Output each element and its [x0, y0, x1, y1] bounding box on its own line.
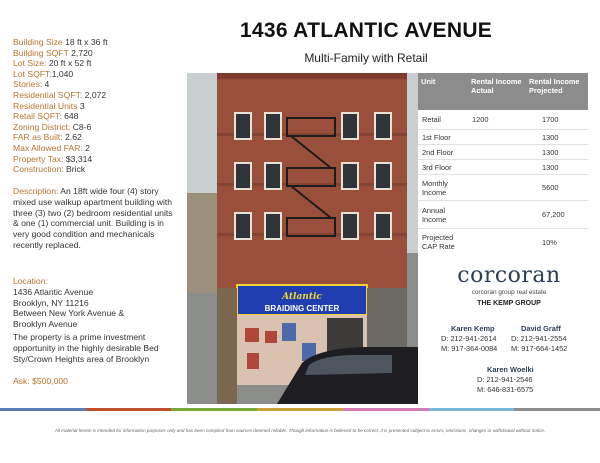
cell-actual: [468, 240, 526, 244]
location-line: Between New York Avenue &: [13, 308, 125, 319]
agent-card: [441, 324, 497, 355]
corcoran-logo: corcoran: [457, 263, 561, 288]
cell-projected: 1300: [542, 132, 559, 142]
agent-direct-phone: D: 212-941-2554: [511, 334, 567, 344]
agent-card: [511, 324, 567, 355]
fact-label: Lot SQFT:: [13, 68, 52, 79]
fact-row: [13, 101, 163, 112]
description-paragraph: [13, 186, 173, 251]
cell-actual: [468, 165, 526, 169]
fact-row: [13, 48, 163, 59]
fact-row: [13, 90, 163, 101]
fact-label: Building SQFT: [13, 47, 69, 58]
cell-projected: 1300: [542, 147, 559, 157]
fact-value: 18 ft x 36 ft: [62, 37, 108, 47]
fact-label: Retail SQFT:: [13, 111, 62, 122]
asking-price: Ask: $500,000: [13, 376, 68, 386]
fact-value: 2,072: [82, 89, 107, 100]
fact-row: [13, 154, 163, 165]
table-row: [418, 110, 588, 130]
table-row: [418, 201, 588, 229]
legal-disclaimer: All material herein is intended for information purposes only and has been compiled from sources deemed reliable. Though information is believed to be correct, it is presented subject to errors, omissions, changes or withdrawal without notice.: [54, 428, 546, 433]
agent-direct-phone: D: 212-941-2614: [441, 334, 497, 344]
table-row: [418, 229, 588, 255]
location-line: 1436 Atlantic Avenue: [13, 286, 94, 297]
building-illustration: [187, 73, 418, 404]
cell-actual: [468, 213, 526, 217]
cell-projected: 10%: [542, 237, 557, 247]
sign-text-bottom: BRAIDING CENTER: [264, 304, 340, 313]
fact-row: [13, 164, 163, 175]
cell-projected: 1700: [542, 115, 559, 124]
table-row: [418, 130, 588, 145]
fact-label: Zoning District:: [13, 121, 71, 132]
fact-value: $3,314: [63, 153, 93, 164]
fact-row: [13, 122, 163, 133]
sign-text-top: Atlantic: [282, 292, 322, 302]
stripe-segment: [257, 408, 343, 411]
fact-row: [13, 143, 163, 154]
agent-name: Karen Kemp: [451, 324, 495, 333]
fact-label: Construction:: [13, 164, 64, 175]
fact-label: Max Allowed FAR:: [13, 142, 83, 153]
stripe-segment: [171, 408, 257, 411]
investment-paragraph: The property is a prime investment opportunity in the highly desirable Bed Sty/Crown Heights area of Brooklyn: [13, 332, 159, 364]
agent-mobile-phone: M: 646-831-6575: [477, 385, 534, 395]
fact-value: 4: [42, 79, 50, 90]
brand-subtitle: corcoran group real estate: [471, 289, 547, 296]
agent-mobile-phone: M: 917-364-0084: [441, 344, 498, 354]
agent-name: Karen Woelki: [487, 365, 534, 374]
fact-value: 2: [82, 142, 90, 153]
fact-value: 2.62: [62, 132, 82, 143]
fact-value: 1,040: [51, 68, 74, 79]
fact-label: Residential Units: [13, 100, 78, 111]
table-row: [418, 175, 588, 201]
property-facts: [13, 37, 163, 175]
fact-label: Stories:: [13, 79, 43, 90]
cell-unit: Projected CAP Rate: [422, 233, 455, 251]
location-line: Brooklyn Avenue: [13, 319, 78, 330]
fact-value: C8-6: [70, 121, 92, 132]
page-title: 1436 ATLANTIC AVENUE: [239, 19, 493, 42]
cell-unit: Retail: [422, 115, 441, 124]
location-line: Brooklyn, NY 11216: [13, 297, 89, 308]
cell-unit: 1st Floor: [422, 132, 451, 142]
color-stripe: [0, 408, 600, 411]
fact-label: FAR as Built:: [13, 132, 63, 143]
fact-row: [13, 37, 163, 48]
fact-row: [13, 111, 163, 122]
page-subtitle: Multi-Family with Retail: [304, 51, 428, 65]
cell-unit: Annual Income: [422, 205, 447, 224]
location-label: Location:: [13, 276, 48, 286]
cell-actual: [468, 150, 526, 154]
column-header-unit: Unit: [421, 77, 436, 86]
stripe-segment: [343, 408, 429, 411]
agent-mobile-phone: M: 917-664-1452: [511, 344, 568, 354]
team-name: THE KEMP GROUP: [477, 300, 541, 307]
cell-unit: Monthly Income: [422, 178, 448, 197]
cell-projected: 1300: [542, 162, 559, 172]
building-photo: [187, 73, 418, 404]
table-row: [418, 145, 588, 160]
fact-label: Residential SQFT:: [13, 89, 83, 100]
cell-unit: 3rd Floor: [422, 162, 452, 172]
corcoran-brand: [444, 263, 574, 307]
stripe-segment: [429, 408, 515, 411]
fact-label: Building Size: [13, 37, 63, 47]
fact-value: 3: [77, 100, 85, 111]
cell-actual: [468, 186, 526, 190]
fact-row: [13, 132, 163, 143]
fact-row: [13, 79, 163, 90]
cell-projected: 5600: [542, 183, 559, 192]
table-row: [418, 160, 588, 175]
stripe-segment: [86, 408, 172, 411]
cell-unit: 2nd Floor: [422, 147, 454, 157]
rental-income-table: [418, 73, 588, 255]
fact-value: 648: [61, 111, 79, 122]
agent-name: David Graff: [521, 324, 561, 333]
cell-actual: [468, 135, 526, 139]
fact-label: Property Tax:: [13, 153, 64, 164]
cell-projected: 67,200: [542, 210, 565, 219]
column-header-projected: Rental Income Projected: [529, 77, 580, 95]
fact-value: 2,720: [68, 47, 93, 58]
fact-row: [13, 58, 163, 69]
column-header-actual: Rental Income Actual: [471, 77, 522, 95]
cell-actual: 1200: [472, 115, 489, 124]
description-text: An 18ft wide four (4) story mixed use walkup apartment building with three (3) two (2) bedroom residential units & one (1) commercial unit. Building is in very good condition and mechanicals recently replaced.: [13, 186, 173, 250]
stripe-segment: [514, 408, 600, 411]
fact-row: [13, 69, 163, 80]
fact-value: Brick: [63, 164, 86, 175]
agent-card: [477, 365, 534, 396]
agent-direct-phone: D: 212-941-2546: [477, 375, 533, 385]
description-label: Description:: [13, 186, 59, 196]
location-block: [13, 276, 173, 330]
table-header: [418, 73, 588, 110]
fact-value: 20 ft x 52 ft: [46, 58, 92, 69]
fact-label: Lot Size:: [13, 58, 47, 69]
stripe-segment: [0, 408, 86, 411]
